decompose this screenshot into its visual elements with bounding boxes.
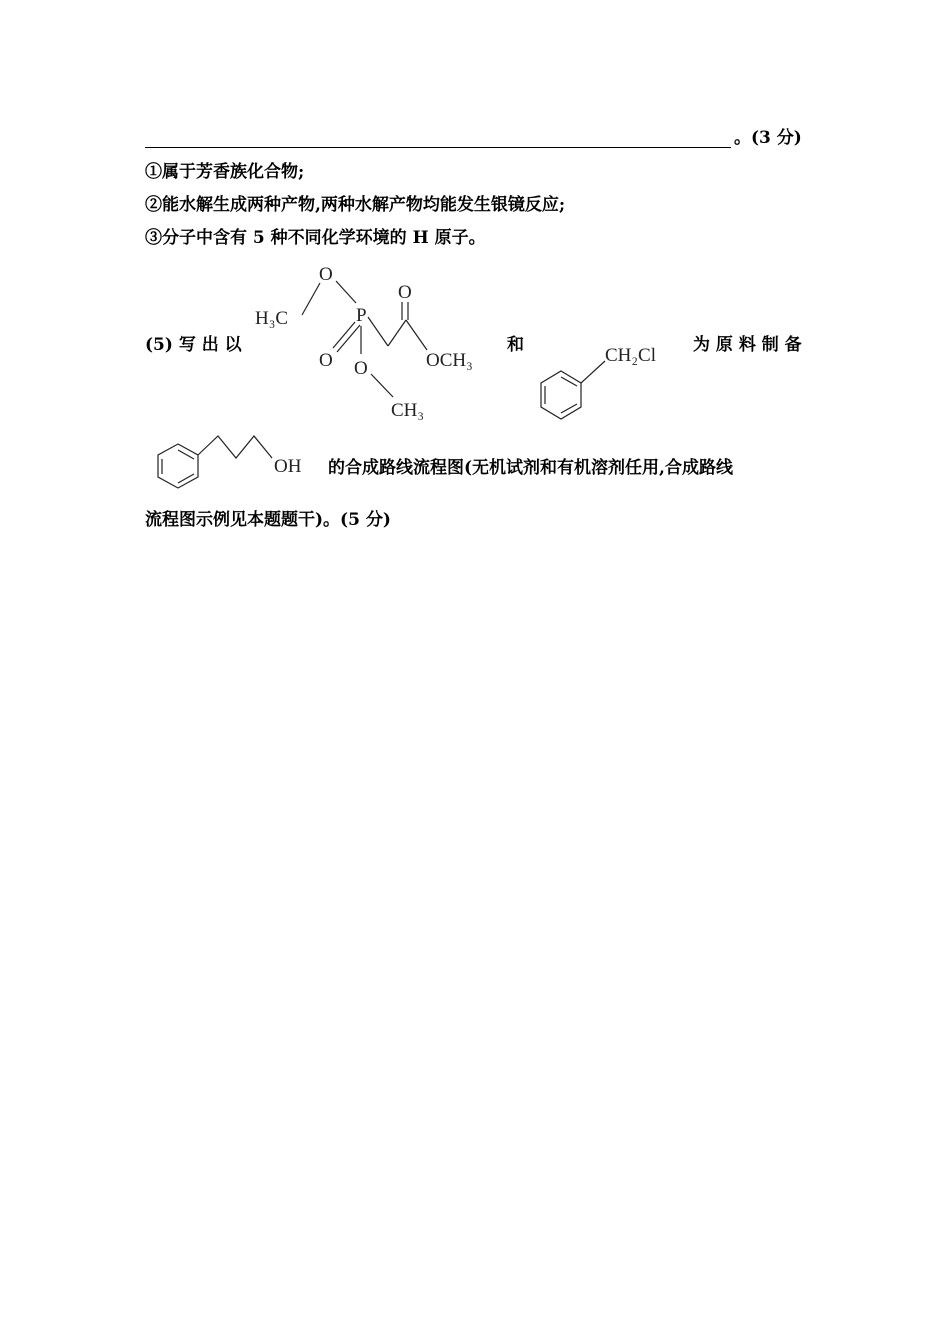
benzene-ring <box>541 371 581 419</box>
condition-2: ②能水解生成两种产物,两种水解产物均能发生银镜反应; <box>145 195 566 215</box>
q5-suffix: 为 原 料 制 备 <box>693 335 802 355</box>
group-oh: OH <box>274 456 302 477</box>
bond-o-p <box>336 281 356 303</box>
q5-line2: 的合成路线流程图(无机试剂和有机溶剂任用,合成路线 <box>328 458 733 478</box>
atom-o-top: O <box>319 264 333 285</box>
atom-o-carbonyl: O <box>398 282 412 303</box>
bond-c-o <box>302 283 320 315</box>
group-h3c: H₃C <box>255 308 289 329</box>
ring-double-bond-2 <box>561 404 577 413</box>
benzyl-chloride-structure <box>535 335 695 427</box>
bond-o-ch3 <box>371 374 393 397</box>
condition-3: ③分子中含有 5 种不同化学环境的 H 原子。 <box>145 228 486 248</box>
q5-and: 和 <box>507 335 524 355</box>
bond-p-ch2 <box>368 317 388 346</box>
ring2-double-bond-2 <box>178 474 194 483</box>
phenylpropanol-structure <box>148 428 323 496</box>
ring-double-bond-1 <box>561 377 577 386</box>
condition-1: ①属于芳香族化合物; <box>145 162 305 182</box>
bond-c-och3 <box>406 320 427 350</box>
phosphonate-structure <box>245 262 505 422</box>
bond-ch2-c <box>388 320 406 346</box>
group-ch2cl: CH₂Cl <box>605 345 656 366</box>
group-och3: OCH₃ <box>426 350 473 371</box>
group-ch3: CH₃ <box>391 400 425 421</box>
atom-p: P <box>356 305 367 326</box>
q5-line3: 流程图示例见本题题干)。(5 分) <box>145 510 391 530</box>
atom-o-lower: O <box>354 358 368 379</box>
propyl-chain <box>198 436 272 458</box>
q5-prefix: (5) 写 出 以 <box>145 335 242 355</box>
answer-blank-line <box>145 147 731 148</box>
score-note-3: 。(3 分) <box>734 128 802 148</box>
bond-ring-ch2 <box>581 361 605 383</box>
atom-o-double: O <box>319 350 333 371</box>
